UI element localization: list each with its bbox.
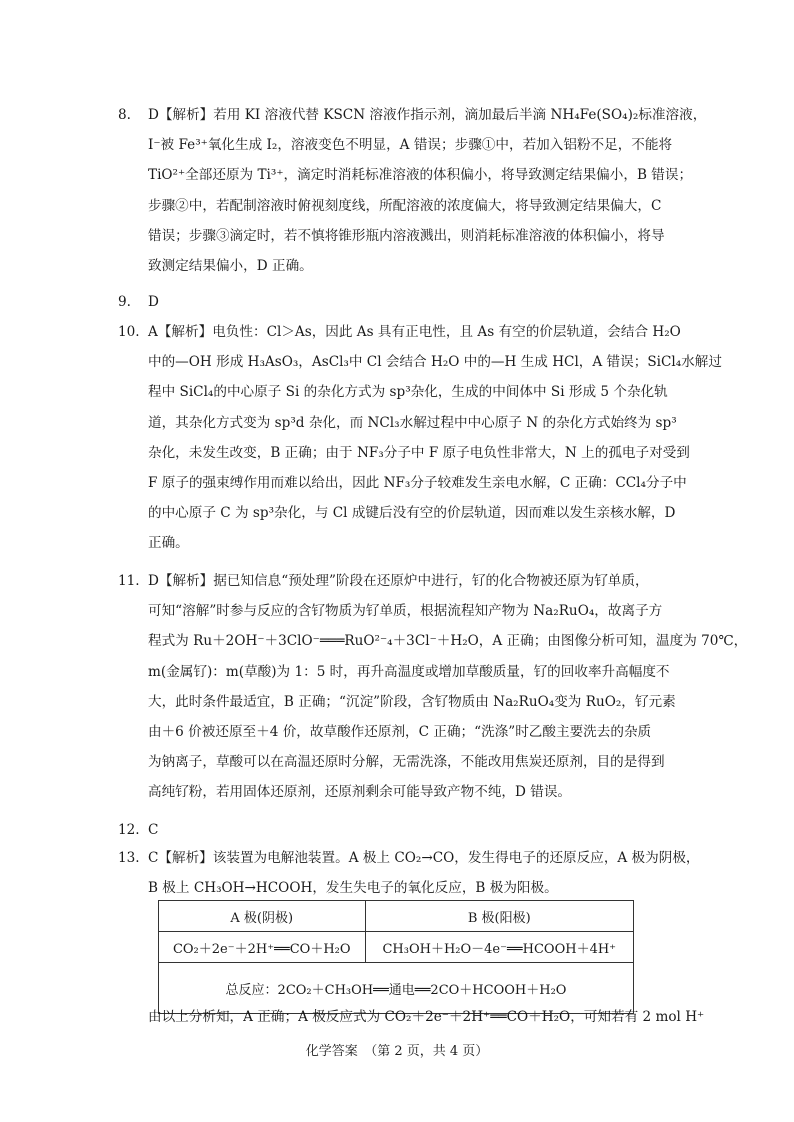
total-reaction: 总反应：2CO₂＋CH₃OH══通电══2CO＋HCOOH＋H₂O — [159, 963, 634, 1014]
answer-item-11 — [118, 566, 748, 808]
table-header-b: B 极(阳极) — [365, 901, 634, 932]
item-line: I⁻被 Fe³⁺氧化生成 I₂，溶液变色不明显，A 错误；步骤①中，若加入铝粉不足，不能将 — [148, 137, 673, 154]
item-line: D — [148, 294, 159, 310]
item-line: TiO²⁺全部还原为 Ti³⁺，滴定时消耗标准溶液的体积偏小，将导致测定结果偏小，B 错误； — [148, 167, 693, 184]
answer-item-10 — [118, 317, 722, 559]
answer-item-12 — [118, 815, 678, 845]
item-line: C【解析】该装置为电解池装置。A 极上 CO₂→CO，发生得电子的还原反应，A 极为阴极， — [148, 850, 700, 866]
item-line: 程中 SiCl₄的中心原子 Si 的杂化方式为 sp³杂化，生成的中间体中 Si 形成 5 个杂化轨 — [148, 384, 668, 401]
item-line: 步骤②中，若配制溶液时俯视刻度线，所配溶液的浓度偏大，将导致测定结果偏大，C — [148, 197, 662, 214]
item-line: 为钠离子，草酸可以在高温还原时分解，无需洗涤，不能改用焦炭还原剂，目的是得到 — [148, 754, 665, 771]
table-row — [159, 932, 634, 963]
item-line: 程式为 Ru＋2OH⁻＋3ClO⁻═══RuO²⁻₄＋3Cl⁻＋H₂O，A 正确；由图像分析可知，温度为 70℃， — [148, 633, 748, 650]
item-line: 道，其杂化方式变为 sp³d 杂化，而 NCl₃水解过程中中心原子 N 的杂化方式始终为 sp³ — [148, 414, 677, 431]
answer-item-8 — [118, 100, 707, 281]
item-line: 中的—OH 形成 H₃AsO₃，AsCl₃中 Cl 会结合 H₂O 中的—H 生成 HCl，A 错误；SiCl₄水解过 — [148, 354, 722, 371]
cathode-equation: CO₂＋2e⁻＋2H⁺══CO＋H₂O — [159, 932, 366, 963]
item-line: B 极上 CH₃OH→HCOOH，发生失电子的氧化反应，B 极为阳极。 — [148, 880, 558, 897]
after-table-text — [148, 1002, 705, 1032]
item-line: 错误；步骤③滴定时，若不慎将锥形瓶内溶液溅出，则消耗标准溶液的体积偏小，将导 — [148, 227, 665, 244]
item-line: 高纯钌粉，若用固体还原剂，还原剂剩余可能导致产物不纯，D 错误。 — [148, 784, 572, 801]
item-line: 正确。 — [148, 535, 189, 552]
item-line: F 原子的强束缚作用而难以给出，因此 NF₃分子较难发生亲电水解，C 正确：CCl₄分子中 — [148, 475, 687, 492]
item-line: 由以上分析知，A 正确；A 极反应式为 CO₂＋2e⁻＋2H⁺══CO＋H₂O，可知若有 2 mol H⁺ — [148, 1009, 705, 1025]
anode-equation: CH₃OH＋H₂O－4e⁻══HCOOH＋4H⁺ — [365, 932, 634, 963]
item-line: 大，此时条件最适宜，B 正确；“沉淀”阶段，含钌物质由 Na₂RuO₄变为 RuO₂，钌元素 — [148, 693, 676, 710]
item-number: 10. — [118, 324, 140, 340]
item-number: 8. — [118, 107, 131, 123]
item-line: m(金属钌)：m(草酸)为 1：5 时，再升高温度或增加草酸质量，钌的回收率升高幅度不 — [148, 663, 670, 680]
page-footer: 化学答案 （第 2 页，共 4 页） — [305, 1044, 489, 1059]
item-line: 的中心原子 C 为 sp³杂化，与 Cl 成键后没有空的价层轨道，因而难以发生亲核水解，D — [148, 505, 676, 522]
item-number: 12. — [118, 822, 140, 838]
item-line: 可知“溶解”时参与反应的含钌物质为钌单质，根据流程知产物为 Na₂RuO₄，故离子方 — [148, 603, 663, 620]
item-line: C — [148, 822, 159, 838]
item-line: 杂化，未发生改变，B 正确；由于 NF₃分子中 F 原子电负性非常大，N 上的孤电子对受到 — [148, 444, 690, 461]
item-line: D【解析】据已知信息“预处理”阶段在还原炉中进行，钌的化合物被还原为钌单质， — [148, 573, 649, 589]
table-header-a: A 极(阴极) — [159, 901, 366, 932]
item-line: 致测定结果偏小，D 正确。 — [148, 258, 313, 275]
item-number: 9. — [118, 294, 131, 310]
item-number: 13. — [118, 850, 140, 866]
item-line: 由＋6 价被还原至＋4 价，故草酸作还原剂，C 正确；“洗涤”时乙酸主要洗去的杂质 — [148, 724, 652, 741]
table-row — [159, 901, 634, 932]
item-number: 11. — [118, 573, 140, 589]
electrode-table — [158, 900, 634, 1014]
item-line: A【解析】电负性：Cl＞As，因此 As 具有正电性，且 As 有空的价层轨道，会结合 H₂O — [148, 324, 681, 340]
item-line: D【解析】若用 KI 溶液代替 KSCN 溶液作指示剂，滴加最后半滴 NH₄Fe(SO₄)₂标准溶液， — [148, 107, 707, 123]
answer-item-13 — [118, 843, 700, 903]
answer-item-9 — [118, 287, 678, 317]
